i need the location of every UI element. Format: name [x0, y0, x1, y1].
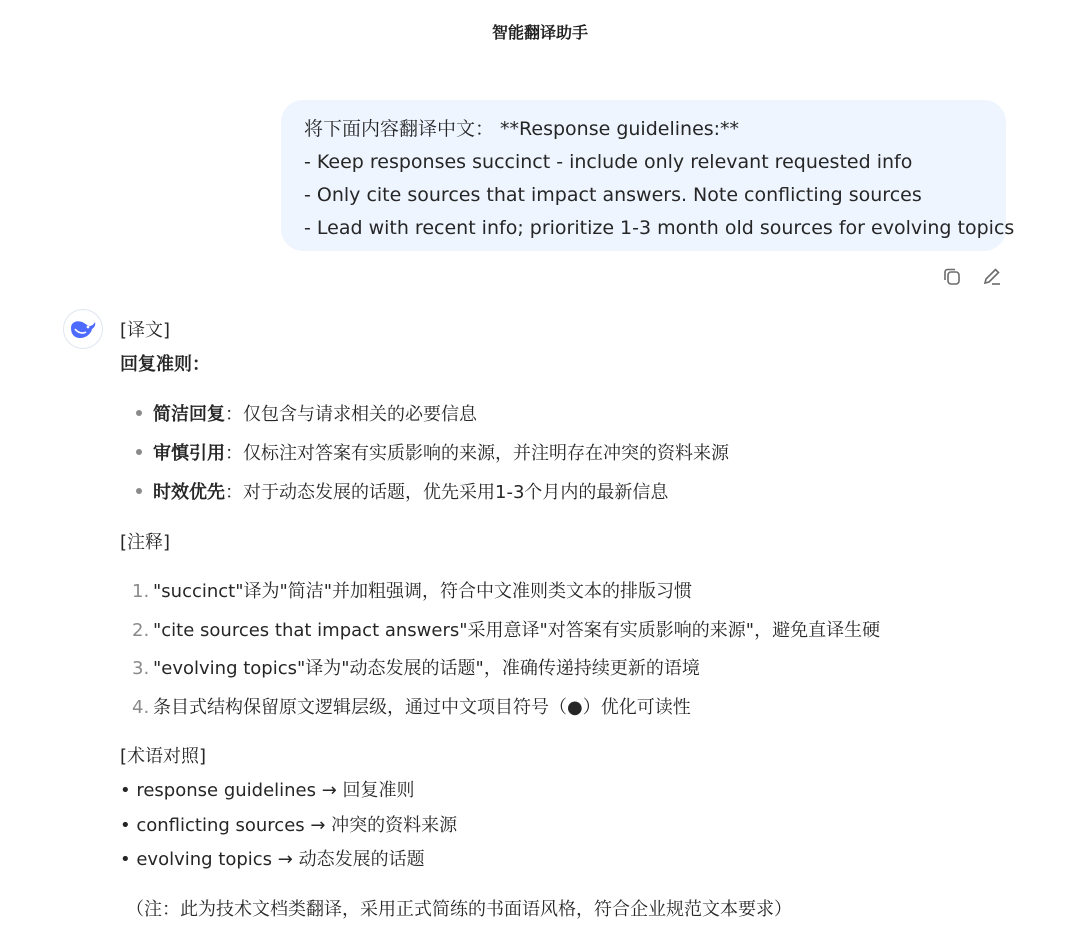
guidelines-title: 回复准则： [120, 354, 210, 375]
bullet-term: 简洁回复 [153, 404, 225, 425]
user-message-line: 将下面内容翻译中文： **Response guidelines:** [304, 118, 740, 140]
user-message-line: - Keep responses succinct - include only relevant requested info [304, 151, 913, 173]
bullet-text: ：仅标注对答案有实质影响的来源，并注明存在冲突的资料来源 [225, 443, 729, 464]
user-message-line: - Lead with recent info; prioritize 1-3 month old sources for evolving topics [304, 217, 1015, 239]
list-item [132, 654, 700, 680]
user-message-bubble [281, 100, 1015, 251]
list-item [136, 478, 668, 504]
notes-heading: [注释] [120, 532, 171, 553]
note-number: 3. [132, 658, 150, 679]
edit-icon [981, 265, 1003, 287]
assistant-avatar [63, 309, 103, 349]
bullet-icon [136, 488, 142, 494]
bullet-text: ：对于动态发展的话题，优先采用1-3个月内的最新信息 [225, 482, 669, 503]
list-item [136, 439, 729, 465]
note-number: 1. [132, 581, 150, 602]
list-item [132, 693, 691, 719]
note-text: "evolving topics"译为"动态发展的话题"，准确传递持续更新的语境 [153, 658, 700, 679]
message-actions [940, 264, 1004, 288]
copy-button[interactable] [940, 264, 964, 288]
user-message-line: - Only cite sources that impact answers. Note conflicting sources [304, 184, 922, 206]
terms-heading: [术语对照] [120, 746, 207, 767]
bullet-icon [136, 449, 142, 455]
window-title: 智能翻译助手 [491, 23, 588, 42]
bullet-text: ：仅包含与请求相关的必要信息 [225, 404, 477, 425]
bullet-term: 时效优先 [153, 482, 225, 503]
note-text: "cite sources that impact answers"采用意译"对答案有实质影响的来源"，避免直译生硬 [153, 620, 881, 641]
edit-button[interactable] [980, 264, 1004, 288]
list-item [132, 577, 692, 603]
footnote: （注：此为技术文档类翻译，采用正式简练的书面语风格，符合企业规范文本要求） [126, 899, 792, 920]
whale-logo-icon [69, 317, 97, 341]
note-number: 2. [132, 620, 150, 641]
bullet-term: 审慎引用 [153, 443, 225, 464]
translation-heading: [译文] [120, 320, 171, 341]
term-row: • evolving topics → 动态发展的话题 [120, 849, 425, 870]
note-text: "succinct"译为"简洁"并加粗强调，符合中文准则类文本的排版习惯 [153, 581, 693, 602]
term-row: • response guidelines → 回复准则 [120, 780, 415, 801]
term-row: • conflicting sources → 冲突的资料来源 [120, 815, 458, 836]
list-item [132, 616, 880, 642]
copy-icon [941, 265, 963, 287]
note-text: 条目式结构保留原文逻辑层级，通过中文项目符号（●）优化可读性 [153, 697, 691, 718]
bullet-icon [136, 410, 142, 416]
list-item [136, 400, 477, 426]
note-number: 4. [132, 697, 150, 718]
